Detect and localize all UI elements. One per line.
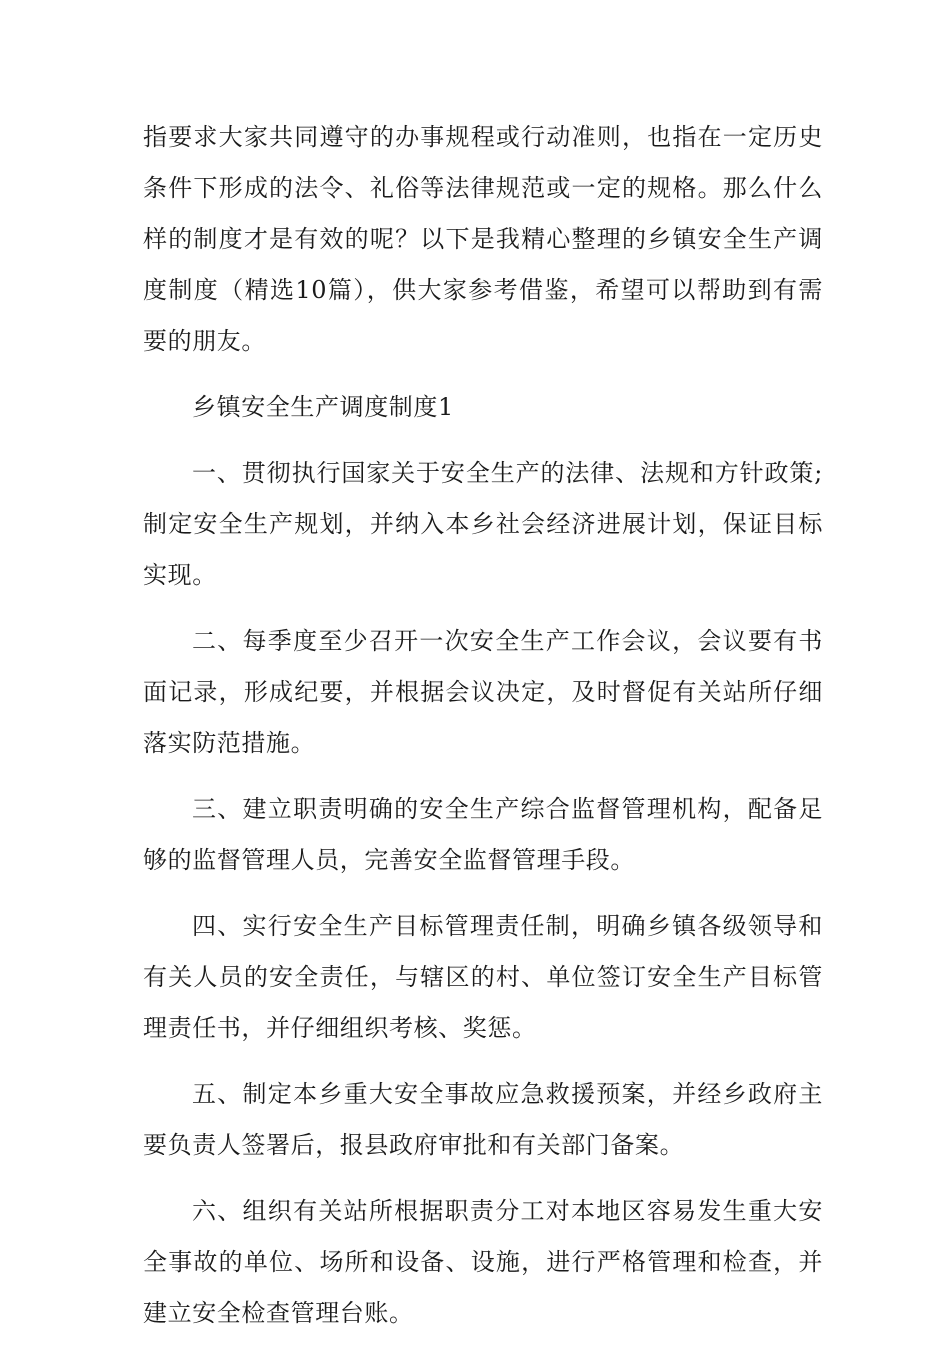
section-title: 乡镇安全生产调度制度1: [192, 393, 454, 421]
document-body: [143, 112, 823, 1354]
paragraph-6: 六、组织有关站所根据职责分工对本地区容易发生重大安全事故的单位、场所和设备、设施，进行严格管理和检查，并建立安全检查管理台账。: [143, 1197, 823, 1327]
paragraph-4: 四、实行安全生产目标管理责任制，明确乡镇各级领导和有关人员的安全责任，与辖区的村、单位签订安全生产目标管理责任书，并仔细组织考核、奖惩。: [143, 912, 823, 1042]
intro-paragraph: 指要求大家共同遵守的办事规程或行动准则，也指在一定历史条件下形成的法令、礼俗等法律规范或一定的规格。那么什么样的制度才是有效的呢？以下是我精心整理的乡镇安全生产调度制度（精选10篇），供大家参考借鉴，希望可以帮助到有需要的朋友。: [143, 123, 823, 355]
paragraph-3: 三、建立职责明确的安全生产综合监督管理机构，配备足够的监督管理人员，完善安全监督管理手段。: [143, 795, 823, 874]
paragraph-1: 一、贯彻执行国家关于安全生产的法律、法规和方针政策;制定安全生产规划，并纳入本乡社会经济进展计划，保证目标实现。: [143, 459, 823, 589]
paragraph-2: 二、每季度至少召开一次安全生产工作会议，会议要有书面记录，形成纪要，并根据会议决定，及时督促有关站所仔细落实防范措施。: [143, 627, 823, 757]
paragraph-5: 五、制定本乡重大安全事故应急救援预案，并经乡政府主要负责人签署后，报县政府审批和有关部门备案。: [143, 1080, 823, 1159]
